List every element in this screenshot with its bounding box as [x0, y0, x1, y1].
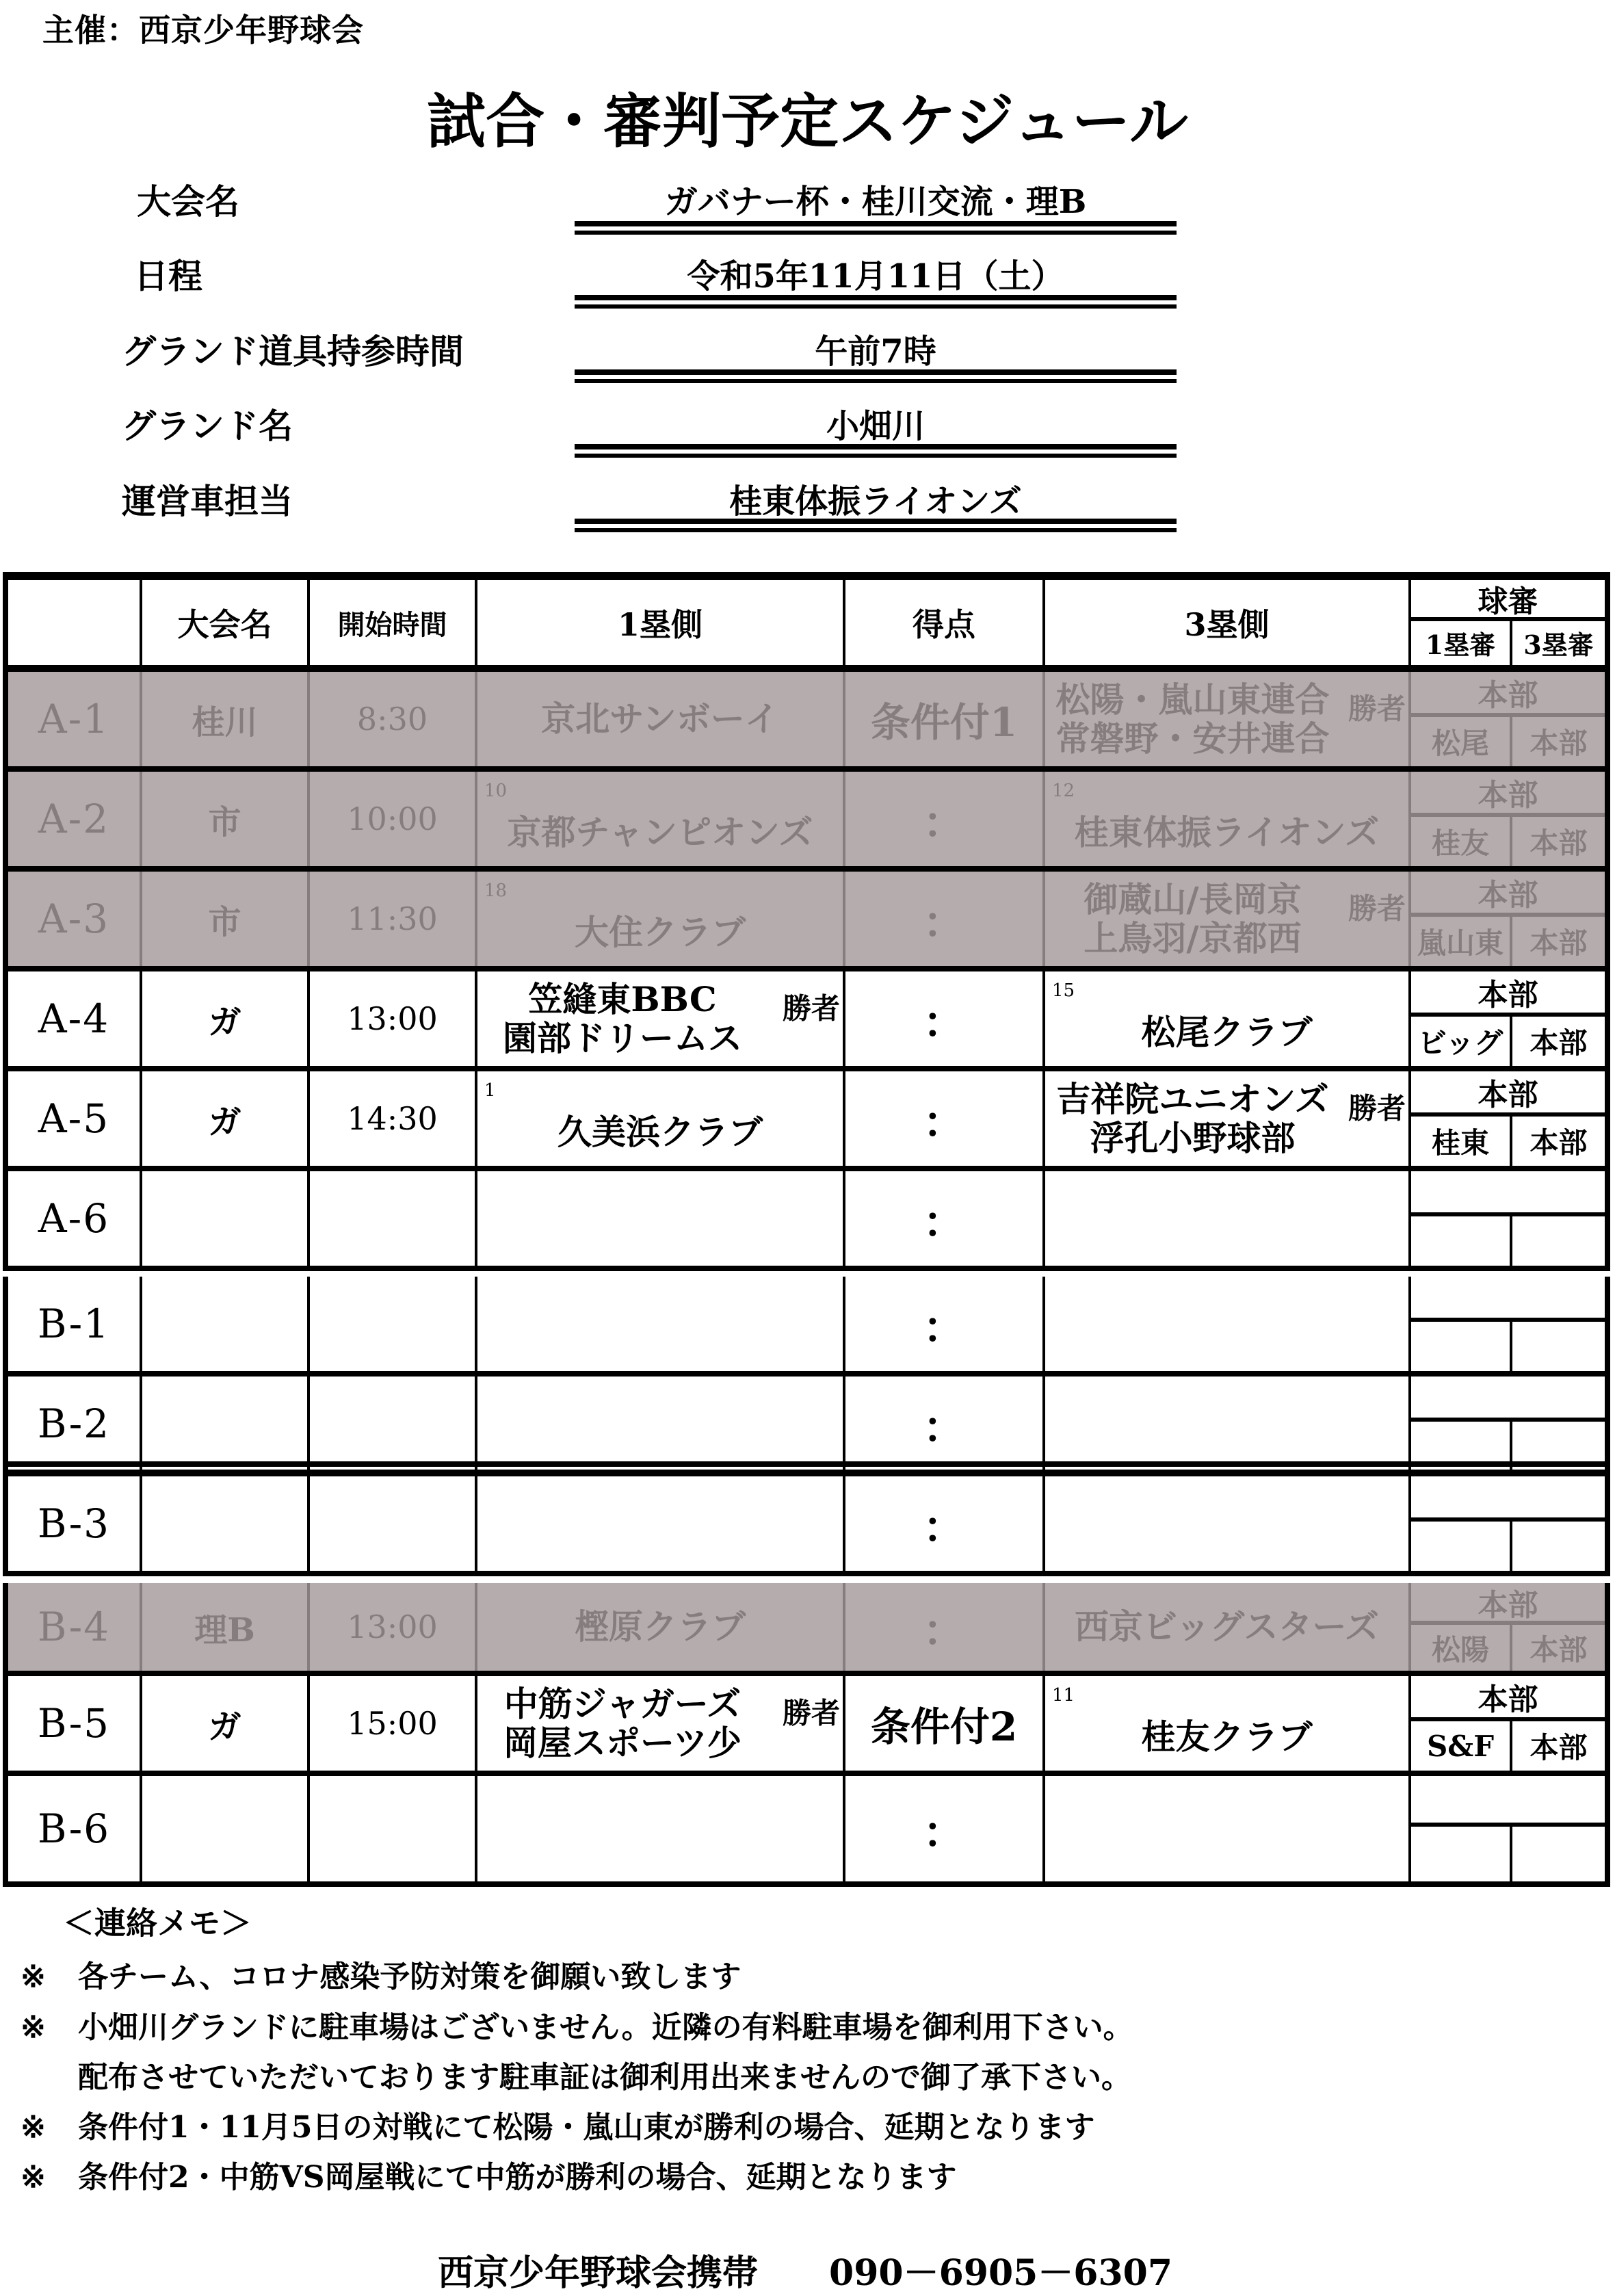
seed-number: 18 — [484, 880, 508, 901]
third-base-team — [1045, 971, 1411, 1066]
seed-number: 12 — [1052, 781, 1075, 801]
memo-note — [21, 2152, 957, 2196]
team1-name: 京北サンボーイ — [541, 699, 779, 740]
note-text: 条件付2・中筋VS岡屋戦にて中筋が勝利の場合、延期となります — [78, 2160, 957, 2195]
third-base-umpire — [1512, 1216, 1605, 1266]
match-id: B-3 — [8, 1476, 142, 1571]
team3-line1: 吉祥院ユニオンズ — [1056, 1078, 1329, 1119]
match-id: B-1 — [8, 1277, 142, 1371]
start-time: 13:00 — [310, 1583, 477, 1671]
header-start-time: 開始時間 — [310, 580, 477, 665]
first-base-team — [477, 672, 845, 766]
header-tournament: 大会名 — [142, 580, 310, 665]
team1-name: 樫原クラブ — [575, 1606, 746, 1647]
winner-label: 勝者 — [1348, 692, 1406, 726]
note-text: 各チーム、コロナ感染予防対策を御願い致します — [78, 1959, 741, 1994]
memo-note — [21, 1952, 741, 1996]
first-base-umpire — [1411, 1522, 1512, 1571]
info-label-date: 日程 — [134, 256, 202, 296]
first-base-team — [477, 1377, 845, 1471]
score: ： — [845, 1377, 1045, 1471]
table-row — [3, 1776, 1610, 1887]
table-row — [3, 672, 1610, 772]
info-value-tournament: ガバナー杯・桂川交流・理B — [664, 183, 1087, 221]
start-time: 13:00 — [310, 971, 477, 1066]
start-time — [310, 1377, 477, 1471]
info-label-ground: グランド名 — [122, 406, 293, 446]
third-base-team — [1045, 772, 1411, 866]
umpires — [1411, 1171, 1605, 1266]
team1-line1: 笠縫東BBC — [528, 978, 717, 1019]
team3-line2: 浮孔小野球部 — [1090, 1118, 1296, 1158]
tournament-abbrev — [142, 1277, 310, 1371]
tournament-abbrev — [142, 1377, 310, 1471]
header-third-base-side: 3塁側 — [1045, 580, 1411, 665]
seed-number: 15 — [1052, 980, 1075, 1001]
match-id: B-5 — [8, 1676, 142, 1771]
tournament-abbrev: 市 — [142, 872, 310, 966]
first-base-umpire: 松尾 — [1411, 717, 1512, 766]
table-row — [3, 872, 1610, 971]
start-time — [310, 1776, 477, 1881]
tournament-abbrev: ガ — [142, 971, 310, 1066]
match-id: B-6 — [8, 1776, 142, 1881]
plate-umpire: 本部 — [1411, 872, 1605, 917]
match-id: A-3 — [8, 872, 142, 966]
match-id: A-4 — [8, 971, 142, 1066]
umpires — [1411, 1776, 1605, 1881]
memo-note — [21, 2052, 1131, 2096]
table-row — [3, 772, 1610, 872]
note-text: 配布させていただいております駐車証は御利用出来ませんので御了承下さい。 — [78, 2060, 1131, 2095]
seed-number: 10 — [484, 781, 508, 801]
tournament-abbrev — [142, 1776, 310, 1881]
contact — [438, 2244, 1172, 2295]
table-row — [3, 1676, 1610, 1776]
winner-label: 勝者 — [1348, 891, 1406, 926]
umpires — [1411, 1676, 1605, 1771]
first-base-team — [477, 1476, 845, 1571]
winner-label: 勝者 — [782, 1696, 840, 1730]
table-row — [3, 1071, 1610, 1171]
organizer: 主催：西京少年野球会 — [42, 12, 364, 49]
third-base-umpire — [1512, 1522, 1605, 1571]
score: ： — [845, 1171, 1045, 1266]
umpires — [1411, 971, 1605, 1066]
team3-line1: 御蔵山/長岡京 — [1084, 878, 1302, 919]
third-base-umpire: 本部 — [1529, 1026, 1588, 1060]
page-title: 試合・審判予定スケジュール — [427, 87, 1188, 156]
tournament-abbrev: 市 — [142, 772, 310, 866]
third-base-team — [1045, 1583, 1411, 1671]
third-base-umpire: 本部 — [1529, 926, 1588, 961]
tournament-abbrev: ガ — [142, 1676, 310, 1771]
first-base-umpire — [1411, 1216, 1512, 1266]
contact-phone: 090－6905－6307 — [829, 2252, 1173, 2294]
umpires — [1411, 1071, 1605, 1166]
info-value-date: 令和5年11月11日（土） — [687, 257, 1064, 296]
match-id: A-1 — [8, 672, 142, 766]
plate-umpire — [1411, 1277, 1605, 1322]
table-row — [3, 1476, 1610, 1576]
header-plate-umpire: 球審 — [1411, 580, 1605, 621]
table-header — [3, 572, 1610, 672]
team3-name: 西京ビッグスターズ — [1075, 1606, 1379, 1647]
tournament-abbrev — [142, 1476, 310, 1571]
third-base-umpire: 本部 — [1529, 727, 1588, 761]
third-base-umpire: 本部 — [1529, 826, 1588, 861]
start-time: 15:00 — [310, 1676, 477, 1771]
winner-label: 勝者 — [1348, 1091, 1406, 1125]
first-base-umpire — [1411, 1827, 1512, 1881]
third-base-team — [1045, 1071, 1411, 1166]
start-time: 10:00 — [310, 772, 477, 866]
team3-name: 桂友クラブ — [1141, 1717, 1313, 1758]
memo-heading: ＜連絡メモ＞ — [63, 1905, 252, 1942]
score: ： — [845, 1476, 1045, 1571]
first-base-team — [477, 872, 845, 966]
team1-line2: 岡屋スポーツ少 — [503, 1723, 741, 1763]
third-base-umpire — [1512, 1322, 1605, 1371]
plate-umpire — [1411, 1171, 1605, 1216]
first-base-umpire: ビッグ — [1411, 1017, 1512, 1066]
first-base-umpire: 嵐山東 — [1411, 917, 1512, 966]
third-base-team — [1045, 1377, 1411, 1471]
first-base-umpire: 桂東 — [1411, 1117, 1512, 1166]
first-base-team — [477, 1776, 845, 1881]
third-base-team — [1045, 1676, 1411, 1771]
plate-umpire: 本部 — [1411, 1583, 1605, 1625]
first-base-team — [477, 1171, 845, 1266]
score: ： — [845, 1583, 1045, 1671]
umpires — [1411, 1476, 1605, 1571]
third-base-team — [1045, 1776, 1411, 1881]
first-base-team — [477, 1583, 845, 1671]
info-label-equipment-time: グランド道具持参時間 — [122, 331, 464, 371]
seed-number: 1 — [484, 1080, 496, 1101]
umpires — [1411, 1377, 1605, 1471]
note-text: 小畑川グランドに駐車場はございません。近隣の有料駐車場を御利用下さい。 — [78, 2010, 1133, 2045]
third-base-umpire: 本部 — [1529, 1632, 1588, 1667]
match-id: A-5 — [8, 1071, 142, 1166]
table-row — [3, 1277, 1610, 1377]
note-text: 条件付1・11月5日の対戦にて松陽・嵐山東が勝利の場合、延期となります — [78, 2110, 1095, 2145]
first-base-umpire — [1411, 1322, 1512, 1371]
info-value-ground: 小畑川 — [826, 407, 925, 445]
score: ： — [845, 872, 1045, 966]
seed-number: 11 — [1052, 1685, 1075, 1706]
umpires — [1411, 1277, 1605, 1371]
plate-umpire: 本部 — [1411, 1676, 1605, 1721]
note-mark: ※ — [21, 1959, 46, 1994]
match-id: A-6 — [8, 1171, 142, 1266]
third-base-team — [1045, 1171, 1411, 1266]
first-base-team — [477, 772, 845, 866]
plate-umpire: 本部 — [1411, 1071, 1605, 1117]
team3-line1: 松陽・嵐山東連合 — [1055, 679, 1330, 720]
umpires — [1411, 1583, 1605, 1671]
score: ： — [845, 971, 1045, 1066]
info-value-equipment-time: 午前7時 — [815, 332, 936, 371]
header-umpire — [1411, 580, 1605, 665]
score: ： — [845, 1277, 1045, 1371]
team3-line2: 上鳥羽/京都西 — [1084, 918, 1302, 958]
team1-line1: 中筋ジャガーズ — [503, 1683, 741, 1724]
team1-name: 京都チャンピオンズ — [507, 812, 813, 853]
note-mark: ※ — [21, 2160, 46, 2195]
info-value-vehicle: 桂東体振ライオンズ — [729, 482, 1022, 521]
score: 条件付1 — [845, 672, 1045, 766]
plate-umpire: 本部 — [1411, 672, 1605, 717]
first-base-team — [477, 971, 845, 1066]
start-time: 8:30 — [310, 672, 477, 766]
plate-umpire: 本部 — [1411, 971, 1605, 1017]
third-base-team — [1045, 872, 1411, 966]
start-time — [310, 1277, 477, 1371]
header-match — [8, 580, 142, 665]
double-underline — [575, 221, 1177, 235]
plate-umpire — [1411, 1776, 1605, 1827]
tournament-abbrev: 桂川 — [142, 672, 310, 766]
double-underline — [575, 295, 1177, 309]
start-time — [310, 1171, 477, 1266]
tournament-abbrev: 理B — [142, 1583, 310, 1671]
score: ： — [845, 1071, 1045, 1166]
table-row — [3, 1171, 1610, 1271]
plate-umpire — [1411, 1377, 1605, 1422]
first-base-umpire: 桂友 — [1411, 817, 1512, 866]
score: 条件付2 — [845, 1676, 1045, 1771]
third-base-umpire: 本部 — [1529, 1126, 1588, 1160]
tournament-abbrev: ガ — [142, 1071, 310, 1166]
tournament-abbrev — [142, 1171, 310, 1266]
match-id: B-2 — [8, 1377, 142, 1471]
score: ： — [845, 772, 1045, 866]
memo-note — [21, 2003, 1133, 2046]
plate-umpire: 本部 — [1411, 772, 1605, 817]
winner-label: 勝者 — [782, 991, 840, 1026]
memo-note — [21, 2102, 1094, 2146]
double-underline — [575, 369, 1177, 383]
header-first-base-side: 1塁側 — [477, 580, 845, 665]
plate-umpire — [1411, 1476, 1605, 1522]
team1-line2: 園部ドリームス — [503, 1018, 742, 1058]
umpires — [1411, 672, 1605, 766]
first-base-team — [477, 1277, 845, 1371]
match-id: A-2 — [8, 772, 142, 866]
first-base-umpire: 松陽 — [1411, 1625, 1512, 1671]
double-underline — [575, 519, 1177, 532]
third-base-team — [1045, 1277, 1411, 1371]
match-id: B-4 — [8, 1583, 142, 1671]
table-row — [3, 1583, 1610, 1676]
contact-label: 西京少年野球会携帯 — [438, 2252, 759, 2294]
start-time: 11:30 — [310, 872, 477, 966]
first-base-team — [477, 1676, 845, 1771]
first-base-umpire: S&F — [1411, 1721, 1512, 1771]
header-1b-umpire: 1塁審 — [1411, 621, 1512, 665]
header-score: 得点 — [845, 580, 1045, 665]
umpires — [1411, 872, 1605, 966]
info-label-vehicle: 運営車担当 — [122, 481, 293, 521]
third-base-team — [1045, 672, 1411, 766]
team1-name: 久美浜クラブ — [557, 1112, 763, 1153]
start-time: 14:30 — [310, 1071, 477, 1166]
score: ： — [845, 1776, 1045, 1881]
table-row — [3, 971, 1610, 1071]
start-time — [310, 1476, 477, 1571]
team1-name: 大住クラブ — [575, 912, 746, 953]
third-base-umpire — [1512, 1827, 1605, 1881]
team3-name: 松尾クラブ — [1141, 1012, 1313, 1053]
note-mark: ※ — [21, 2010, 46, 2045]
note-mark: ※ — [21, 2110, 46, 2145]
section-divider — [3, 1461, 1610, 1474]
team3-name: 桂東体振ライオンズ — [1074, 812, 1380, 853]
header-3b-umpire: 3塁審 — [1523, 629, 1594, 661]
third-base-team — [1045, 1476, 1411, 1571]
info-label-tournament: 大会名 — [137, 181, 239, 222]
double-underline — [575, 444, 1177, 458]
first-base-team — [477, 1071, 845, 1166]
third-base-umpire: 本部 — [1529, 1731, 1588, 1765]
team3-line2: 常磐野・安井連合 — [1055, 718, 1330, 759]
umpires — [1411, 772, 1605, 866]
